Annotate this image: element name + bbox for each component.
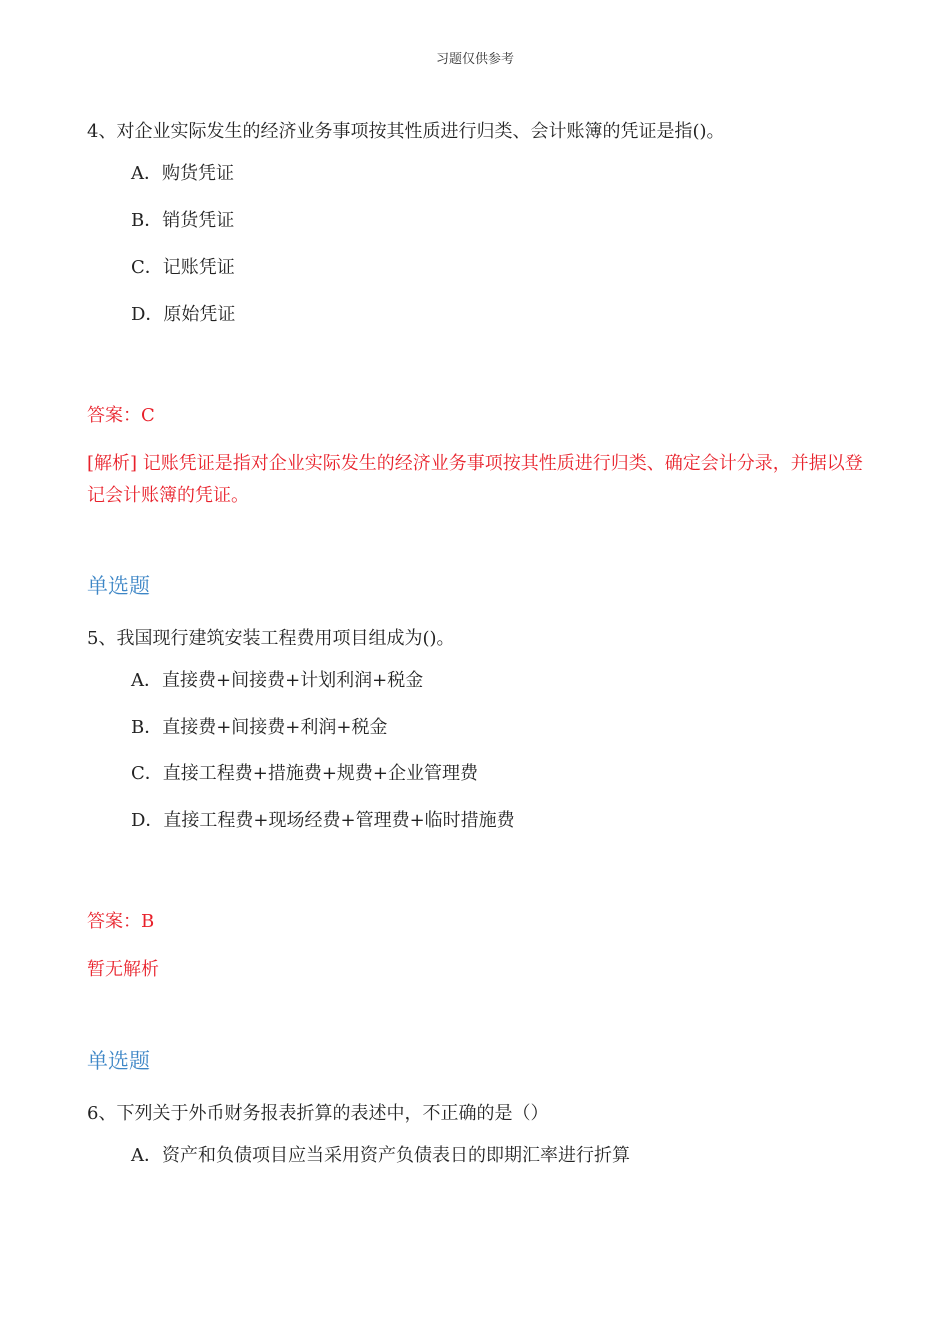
question-6-text: 6、下列关于外币财务报表折算的表述中，不正确的是（） bbox=[87, 1103, 549, 1124]
question-4-answer: 答案：C bbox=[87, 405, 155, 426]
question-4-text: 4、对企业实际发生的经济业务事项按其性质进行归类、会计账簿的凭证是指()。 bbox=[87, 121, 725, 142]
question-5-option-a: A．直接费+间接费+计划利润+税金 bbox=[131, 670, 424, 691]
question-5-text: 5、我国现行建筑安装工程费用项目组成为()。 bbox=[87, 628, 455, 649]
question-4-option-d: D．原始凭证 bbox=[131, 304, 236, 325]
question-6-option-a: A．资产和负债项目应当采用资产负债表日的即期汇率进行折算 bbox=[131, 1145, 630, 1166]
question-5-analysis: 暂无解析 bbox=[87, 959, 159, 980]
page-header: 习题仅供参考 bbox=[435, 52, 514, 67]
question-4-analysis: [解析] 记账凭证是指对企业实际发生的经济业务事项按其性质进行归类、确定会计分录，并据以登记会计账簿的凭证。 bbox=[87, 453, 863, 506]
section-title-single-choice: 单选题 bbox=[87, 574, 150, 598]
question-4-option-c: C．记账凭证 bbox=[131, 257, 235, 278]
question-5-option-b: B．直接费+间接费+利润+税金 bbox=[131, 717, 388, 738]
question-5-option-d: D．直接工程费+现场经费+管理费+临时措施费 bbox=[131, 810, 515, 831]
question-4-option-a: A．购货凭证 bbox=[131, 163, 234, 184]
section-title-single-choice: 单选题 bbox=[87, 1049, 150, 1073]
question-4-option-b: B．销货凭证 bbox=[131, 210, 235, 231]
question-5-option-c: C．直接工程费+措施费+规费+企业管理费 bbox=[131, 763, 479, 784]
question-5-answer: 答案：B bbox=[87, 911, 155, 932]
